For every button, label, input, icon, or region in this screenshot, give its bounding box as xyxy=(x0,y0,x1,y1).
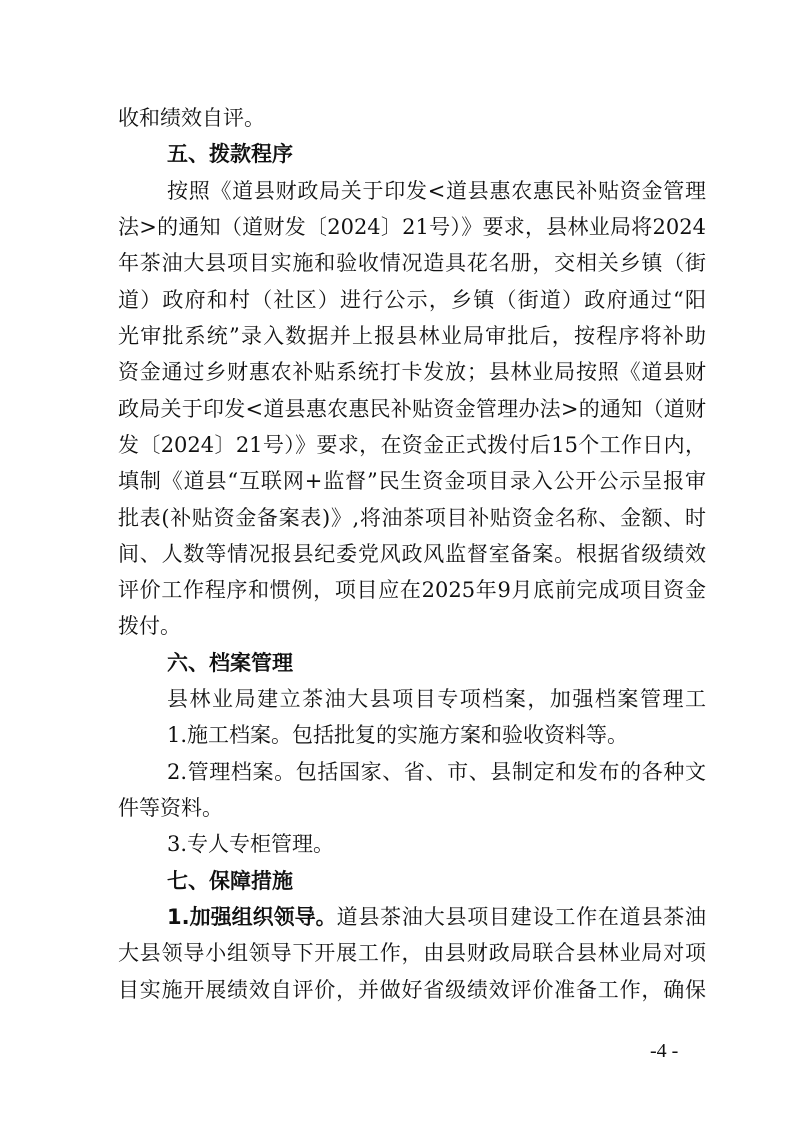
page-number: -4 - xyxy=(650,1040,679,1062)
body-line: 发〔2024〕21号）》要求，在资金正式拨付后15个工作日内， xyxy=(118,433,706,457)
body-line: 资金通过乡财惠农补贴系统打卡发放；县林业局按照《道县财 xyxy=(118,360,706,384)
section-heading-6: 六、档案管理 xyxy=(167,651,293,675)
section-heading-5: 五、拨款程序 xyxy=(167,142,293,166)
body-line: 县林业局建立茶油大县项目专项档案，加强档案管理工 xyxy=(167,687,706,711)
body-line: 评价工作程序和惯例，项目应在2025年9月底前完成项目资金 xyxy=(118,578,706,602)
body-line: 大县领导小组领导下开展工作，由县财政局联合县林业局对项 xyxy=(118,941,706,965)
body-text: 道县茶油大县项目建设工作在道县茶油 xyxy=(336,905,706,929)
body-line: 法>的通知（道财发〔2024〕21号）》要求，县林业局将2024 xyxy=(118,215,706,239)
body-line: 政局关于印发<道县惠农惠民补贴资金管理办法>的通知（道财 xyxy=(118,397,706,421)
list-item: 1.施工档案。包括批复的实施方案和验收资料等。 xyxy=(167,723,629,747)
body-line: 目实施开展绩效自评价，并做好省级绩效评价准备工作，确保 xyxy=(118,978,706,1002)
body-line xyxy=(118,899,706,935)
body-line: 收和绩效自评。 xyxy=(118,106,265,130)
body-line: 批表(补贴资金备案表)》,将油茶项目补贴资金名称、金额、时 xyxy=(118,506,706,530)
list-item: 3.专人专柜管理。 xyxy=(167,832,335,856)
bold-lead: 1.加强组织领导。 xyxy=(167,905,337,929)
list-item: 2.管理档案。包括国家、省、市、县制定和发布的各种文 xyxy=(167,760,706,784)
section-heading-7: 七、保障措施 xyxy=(167,869,293,893)
body-line: 道）政府和村（社区）进行公示，乡镇（街道）政府通过“阳 xyxy=(118,288,706,312)
body-line: 年茶油大县项目实施和验收情况造具花名册，交相关乡镇（街 xyxy=(118,251,706,275)
body-line: 按照《道县财政局关于印发<道县惠农惠民补贴资金管理 xyxy=(167,179,706,203)
body-line: 填制《道县“互联网+监督”民生资金项目录入公开公示呈报审 xyxy=(118,469,706,493)
body-line: 间、人数等情况报县纪委党风政风监督室备案。根据省级绩效 xyxy=(118,542,706,566)
body-line: 拨付。 xyxy=(118,614,181,638)
body-line: 件等资料。 xyxy=(118,796,223,820)
body-line: 光审批系统”录入数据并上报县林业局审批后，按程序将补助 xyxy=(118,324,706,348)
